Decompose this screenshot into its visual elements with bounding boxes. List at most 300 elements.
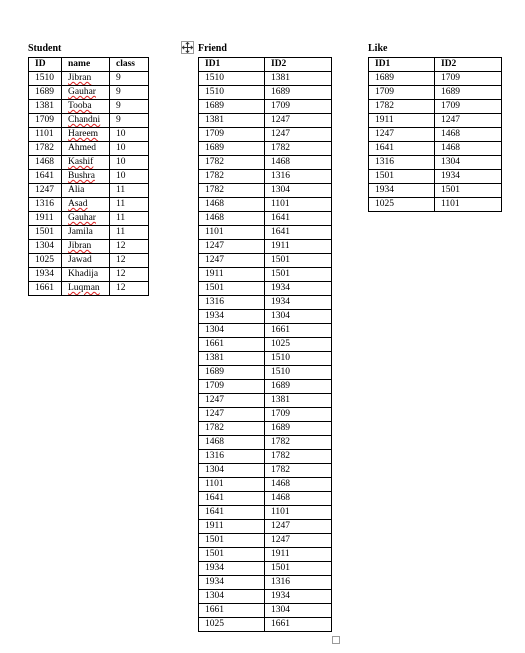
student-cell[interactable]: [110, 282, 149, 296]
friend-block: [198, 43, 332, 632]
friend-cell-text: 1501: [205, 283, 224, 293]
friend-cell[interactable]: [199, 436, 265, 450]
friend-cell[interactable]: [199, 142, 265, 156]
student-body: [29, 72, 149, 296]
like-cell[interactable]: [435, 86, 502, 100]
like-table-row: [369, 198, 502, 212]
friend-cell[interactable]: [265, 478, 332, 492]
friend-cell[interactable]: [199, 282, 265, 296]
like-block: [368, 43, 502, 212]
friend-cell-text: 1510: [205, 87, 224, 97]
friend-cell[interactable]: [265, 282, 332, 296]
friend-cell[interactable]: [199, 464, 265, 478]
student-cell[interactable]: [110, 268, 149, 282]
student-cell-text: 1101: [35, 129, 54, 139]
student-cell[interactable]: [62, 282, 110, 296]
friend-cell[interactable]: [199, 478, 265, 492]
friend-cell[interactable]: [265, 394, 332, 408]
friend-cell-text: 1661: [205, 339, 224, 349]
friend-table-row: [199, 86, 332, 100]
student-cell[interactable]: [29, 226, 62, 240]
friend-table-row: [199, 114, 332, 128]
friend-cell-text: 1316: [205, 451, 224, 461]
like-cell[interactable]: [369, 184, 435, 198]
friend-cell-text: 1501: [205, 535, 224, 545]
friend-table-row: [199, 128, 332, 142]
friend-cell[interactable]: [199, 394, 265, 408]
friend-cell-text: 1247: [271, 115, 290, 125]
friend-cell[interactable]: [265, 226, 332, 240]
student-header-row: [29, 58, 149, 72]
friend-cell-text: 1689: [205, 367, 224, 377]
student-cell[interactable]: [29, 254, 62, 268]
friend-table-row: [199, 310, 332, 324]
student-cell[interactable]: [62, 170, 110, 184]
student-cell-text: 1661: [35, 283, 54, 293]
friend-cell-text: 1641: [205, 493, 224, 503]
friend-cell-text: 1468: [205, 437, 224, 447]
like-cell[interactable]: [369, 86, 435, 100]
friend-cell[interactable]: [199, 198, 265, 212]
friend-table-row: [199, 618, 332, 632]
student-cell[interactable]: [110, 240, 149, 254]
student-cell[interactable]: [110, 100, 149, 114]
friend-table-row: [199, 450, 332, 464]
student-cell-text: 12: [116, 241, 126, 251]
like-cell[interactable]: [369, 156, 435, 170]
friend-cell[interactable]: [265, 310, 332, 324]
friend-table-row: [199, 338, 332, 352]
friend-cell[interactable]: [265, 184, 332, 198]
friend-cell[interactable]: [265, 324, 332, 338]
friend-cell-text: 1101: [205, 227, 224, 237]
like-cell[interactable]: [435, 100, 502, 114]
like-cell-text: 1025: [375, 199, 394, 209]
friend-cell-text: 1316: [205, 297, 224, 307]
student-cell[interactable]: [110, 226, 149, 240]
friend-cell[interactable]: [265, 464, 332, 478]
student-table: [28, 57, 149, 296]
student-cell-text: 11: [116, 213, 126, 223]
student-cell-text: Tooba: [68, 101, 92, 111]
friend-cell-text: 1381: [205, 353, 224, 363]
student-cell[interactable]: [29, 170, 62, 184]
friend-table-row: [199, 520, 332, 534]
like-cell[interactable]: [369, 72, 435, 86]
student-header-id: ID: [29, 58, 62, 72]
friend-cell[interactable]: [265, 492, 332, 506]
friend-cell-text: 1782: [271, 143, 290, 153]
like-cell[interactable]: [435, 142, 502, 156]
friend-cell[interactable]: [265, 142, 332, 156]
student-cell-text: 1911: [35, 213, 54, 223]
friend-table-row: [199, 562, 332, 576]
student-cell[interactable]: [29, 240, 62, 254]
friend-cell[interactable]: [199, 100, 265, 114]
friend-cell[interactable]: [265, 450, 332, 464]
student-cell[interactable]: [62, 226, 110, 240]
friend-cell-text: 1911: [271, 549, 290, 559]
friend-cell-text: 1510: [205, 73, 224, 83]
friend-cell[interactable]: [265, 268, 332, 282]
like-cell[interactable]: [435, 170, 502, 184]
student-cell[interactable]: [62, 254, 110, 268]
friend-cell-text: 1316: [271, 577, 290, 587]
friend-cell-text: 1709: [205, 129, 224, 139]
student-cell[interactable]: [62, 268, 110, 282]
friend-table-row: [199, 226, 332, 240]
student-cell[interactable]: [29, 282, 62, 296]
friend-table-row: [199, 212, 332, 226]
friend-cell[interactable]: [265, 170, 332, 184]
like-cell[interactable]: [435, 114, 502, 128]
friend-cell[interactable]: [265, 212, 332, 226]
friend-cell-text: 1025: [205, 619, 224, 629]
student-cell[interactable]: [110, 128, 149, 142]
friend-cell[interactable]: [199, 156, 265, 170]
friend-cell[interactable]: [199, 170, 265, 184]
like-table-row: [369, 142, 502, 156]
friend-cell[interactable]: [265, 72, 332, 86]
like-body: [369, 72, 502, 212]
friend-cell-text: 1782: [205, 423, 224, 433]
student-table-row: [29, 198, 149, 212]
student-table-row: [29, 114, 149, 128]
student-cell[interactable]: [110, 254, 149, 268]
friend-cell[interactable]: [265, 534, 332, 548]
student-cell-text: 1709: [35, 115, 54, 125]
student-table-row: [29, 226, 149, 240]
friend-cell[interactable]: [199, 450, 265, 464]
friend-cell-text: 1689: [271, 381, 290, 391]
student-cell-text: 12: [116, 283, 126, 293]
friend-cell[interactable]: [265, 100, 332, 114]
like-cell-text: 1934: [441, 171, 460, 181]
friend-table: [198, 57, 332, 632]
friend-cell[interactable]: [265, 240, 332, 254]
student-table-row: [29, 184, 149, 198]
like-cell[interactable]: [435, 128, 502, 142]
student-cell[interactable]: [29, 212, 62, 226]
friend-table-row: [199, 170, 332, 184]
student-table-row: [29, 72, 149, 86]
friend-cell-text: 1782: [205, 157, 224, 167]
friend-cell-text: 1247: [205, 395, 224, 405]
like-cell[interactable]: [435, 72, 502, 86]
friend-table-row: [199, 422, 332, 436]
friend-table-row: [199, 576, 332, 590]
friend-table-row: [199, 506, 332, 520]
student-table-row: [29, 240, 149, 254]
student-cell-text: 1501: [35, 227, 54, 237]
student-cell-text: 10: [116, 171, 126, 181]
friend-cell[interactable]: [265, 408, 332, 422]
friend-table-row: [199, 366, 332, 380]
friend-cell[interactable]: [199, 366, 265, 380]
friend-cell[interactable]: [265, 604, 332, 618]
student-cell[interactable]: [29, 198, 62, 212]
student-cell[interactable]: [110, 170, 149, 184]
like-cell[interactable]: [369, 114, 435, 128]
like-cell-text: 1247: [375, 129, 394, 139]
friend-cell-text: 1101: [205, 479, 224, 489]
friend-cell[interactable]: [199, 506, 265, 520]
student-cell-text: Jibran: [68, 73, 92, 83]
friend-cell[interactable]: [199, 576, 265, 590]
friend-cell[interactable]: [265, 366, 332, 380]
friend-table-row: [199, 590, 332, 604]
student-cell[interactable]: [62, 184, 110, 198]
friend-cell-text: 1101: [271, 199, 290, 209]
like-title: Like: [368, 43, 388, 54]
friend-cell[interactable]: [199, 604, 265, 618]
friend-cell[interactable]: [199, 240, 265, 254]
student-block: [28, 43, 149, 296]
friend-cell[interactable]: [265, 254, 332, 268]
student-cell-text: 1468: [35, 157, 54, 167]
friend-table-row: [199, 268, 332, 282]
friend-table-row: [199, 478, 332, 492]
student-cell[interactable]: [110, 156, 149, 170]
friend-cell-text: 1641: [271, 227, 290, 237]
student-cell[interactable]: [29, 142, 62, 156]
friend-cell[interactable]: [199, 590, 265, 604]
friend-table-row: [199, 142, 332, 156]
friend-cell[interactable]: [265, 436, 332, 450]
student-cell-text: 12: [116, 269, 126, 279]
friend-cell[interactable]: [199, 352, 265, 366]
student-cell[interactable]: [110, 142, 149, 156]
friend-cell[interactable]: [199, 72, 265, 86]
friend-cell[interactable]: [199, 128, 265, 142]
student-cell[interactable]: [62, 128, 110, 142]
like-cell-text: 1782: [375, 101, 394, 111]
like-cell-text: 1468: [441, 143, 460, 153]
friend-cell[interactable]: [199, 310, 265, 324]
friend-cell[interactable]: [265, 114, 332, 128]
student-table-row: [29, 128, 149, 142]
like-table-row: [369, 184, 502, 198]
like-cell[interactable]: [369, 170, 435, 184]
friend-table-row: [199, 100, 332, 114]
friend-cell[interactable]: [265, 548, 332, 562]
friend-cell-text: 1934: [271, 283, 290, 293]
friend-cell[interactable]: [199, 520, 265, 534]
table-move-handle[interactable]: [181, 41, 194, 54]
student-cell[interactable]: [29, 86, 62, 100]
friend-cell[interactable]: [265, 352, 332, 366]
friend-cell-text: 1025: [271, 339, 290, 349]
friend-cell-text: 1709: [271, 409, 290, 419]
friend-title: Friend: [198, 43, 227, 54]
friend-cell-text: 1501: [271, 255, 290, 265]
friend-body: [199, 72, 332, 632]
friend-table-row: [199, 72, 332, 86]
friend-cell[interactable]: [265, 562, 332, 576]
friend-cell[interactable]: [265, 506, 332, 520]
friend-cell-text: 1247: [205, 255, 224, 265]
student-cell-text: 10: [116, 143, 126, 153]
friend-cell[interactable]: [265, 86, 332, 100]
student-cell-text: Hareem: [68, 129, 99, 139]
resize-handle-icon[interactable]: [332, 636, 340, 644]
friend-cell-text: 1247: [205, 409, 224, 419]
friend-cell-text: 1709: [271, 101, 290, 111]
like-cell[interactable]: [369, 142, 435, 156]
student-cell-text: Ahmed: [68, 143, 96, 153]
friend-cell-text: 1689: [205, 143, 224, 153]
friend-cell-text: 1641: [205, 507, 224, 517]
friend-table-row: [199, 408, 332, 422]
friend-cell[interactable]: [199, 184, 265, 198]
friend-cell[interactable]: [199, 408, 265, 422]
friend-cell-text: 1304: [205, 465, 224, 475]
friend-cell-text: 1510: [271, 367, 290, 377]
friend-cell-text: 1381: [271, 395, 290, 405]
student-cell[interactable]: [110, 184, 149, 198]
student-cell-text: 1782: [35, 143, 54, 153]
friend-cell[interactable]: [199, 422, 265, 436]
friend-cell-text: 1661: [271, 619, 290, 629]
friend-cell-text: 1247: [205, 241, 224, 251]
student-cell[interactable]: [62, 86, 110, 100]
student-cell[interactable]: [29, 268, 62, 282]
friend-cell-text: 1304: [271, 311, 290, 321]
student-cell-text: 9: [116, 73, 121, 83]
like-table-row: [369, 72, 502, 86]
student-cell[interactable]: [110, 114, 149, 128]
friend-cell-text: 1304: [205, 591, 224, 601]
student-cell[interactable]: [62, 114, 110, 128]
friend-cell-text: 1911: [205, 269, 224, 279]
friend-table-row: [199, 436, 332, 450]
friend-cell[interactable]: [265, 380, 332, 394]
student-cell-text: 11: [116, 185, 126, 195]
like-cell[interactable]: [369, 198, 435, 212]
friend-cell-text: 1304: [271, 605, 290, 615]
friend-table-row: [199, 352, 332, 366]
friend-cell[interactable]: [265, 338, 332, 352]
student-cell[interactable]: [110, 198, 149, 212]
student-cell-text: 1316: [35, 199, 54, 209]
friend-cell[interactable]: [265, 590, 332, 604]
friend-cell[interactable]: [199, 254, 265, 268]
friend-table-row: [199, 254, 332, 268]
friend-cell[interactable]: [265, 296, 332, 310]
student-cell[interactable]: [29, 72, 62, 86]
student-cell[interactable]: [62, 156, 110, 170]
student-cell[interactable]: [62, 100, 110, 114]
friend-cell[interactable]: [199, 492, 265, 506]
student-cell[interactable]: [29, 128, 62, 142]
student-cell[interactable]: [110, 212, 149, 226]
student-cell[interactable]: [110, 86, 149, 100]
friend-cell-text: 1689: [205, 101, 224, 111]
friend-cell[interactable]: [199, 562, 265, 576]
friend-cell[interactable]: [199, 380, 265, 394]
friend-cell[interactable]: [199, 618, 265, 632]
student-cell[interactable]: [29, 114, 62, 128]
student-cell-text: Luqman: [68, 283, 100, 293]
friend-cell[interactable]: [265, 618, 332, 632]
like-cell[interactable]: [369, 100, 435, 114]
friend-cell[interactable]: [199, 268, 265, 282]
student-cell-text: Khadija: [68, 269, 99, 279]
like-cell[interactable]: [435, 184, 502, 198]
student-table-row: [29, 268, 149, 282]
friend-cell-text: 1101: [271, 507, 290, 517]
friend-cell-text: 1689: [271, 87, 290, 97]
student-cell[interactable]: [62, 212, 110, 226]
friend-table-row: [199, 492, 332, 506]
friend-cell[interactable]: [265, 156, 332, 170]
friend-cell-text: 1247: [271, 129, 290, 139]
student-cell[interactable]: [110, 72, 149, 86]
friend-cell-text: 1782: [271, 451, 290, 461]
friend-cell[interactable]: [199, 534, 265, 548]
like-cell-text: 1689: [441, 87, 460, 97]
like-table: [368, 57, 502, 212]
friend-cell[interactable]: [199, 338, 265, 352]
student-cell-text: 1510: [35, 73, 54, 83]
student-cell-text: 1247: [35, 185, 54, 195]
student-cell[interactable]: [62, 198, 110, 212]
student-table-row: [29, 282, 149, 296]
friend-table-row: [199, 198, 332, 212]
like-table-row: [369, 114, 502, 128]
friend-cell[interactable]: [199, 324, 265, 338]
student-cell[interactable]: [62, 72, 110, 86]
friend-cell[interactable]: [265, 576, 332, 590]
friend-cell[interactable]: [199, 86, 265, 100]
friend-cell-text: 1501: [205, 549, 224, 559]
like-cell-text: 1316: [375, 157, 394, 167]
friend-table-row: [199, 240, 332, 254]
friend-table-row: [199, 534, 332, 548]
friend-cell[interactable]: [199, 226, 265, 240]
like-cell[interactable]: [435, 198, 502, 212]
student-cell-text: 1025: [35, 255, 54, 265]
student-cell-text: 1689: [35, 87, 54, 97]
student-cell[interactable]: [62, 240, 110, 254]
friend-table-row: [199, 548, 332, 562]
friend-cell[interactable]: [265, 520, 332, 534]
student-cell[interactable]: [29, 100, 62, 114]
like-cell-text: 1247: [441, 115, 460, 125]
student-cell-text: 11: [116, 227, 126, 237]
student-cell-text: Kashif: [68, 157, 94, 167]
like-cell[interactable]: [435, 156, 502, 170]
like-header-id2: ID2: [435, 58, 502, 72]
friend-cell[interactable]: [199, 548, 265, 562]
student-cell-text: 10: [116, 129, 126, 139]
student-cell[interactable]: [29, 156, 62, 170]
student-cell[interactable]: [29, 184, 62, 198]
friend-cell-text: 1381: [271, 73, 290, 83]
student-cell[interactable]: [62, 142, 110, 156]
like-header-id1: ID1: [369, 58, 435, 72]
friend-table-row: [199, 184, 332, 198]
student-cell-text: Chandni: [68, 115, 101, 125]
friend-cell[interactable]: [265, 128, 332, 142]
friend-cell[interactable]: [199, 212, 265, 226]
friend-cell[interactable]: [265, 422, 332, 436]
like-cell[interactable]: [369, 128, 435, 142]
like-cell-text: 1689: [375, 73, 394, 83]
friend-cell[interactable]: [199, 296, 265, 310]
friend-cell[interactable]: [199, 114, 265, 128]
friend-cell[interactable]: [265, 198, 332, 212]
